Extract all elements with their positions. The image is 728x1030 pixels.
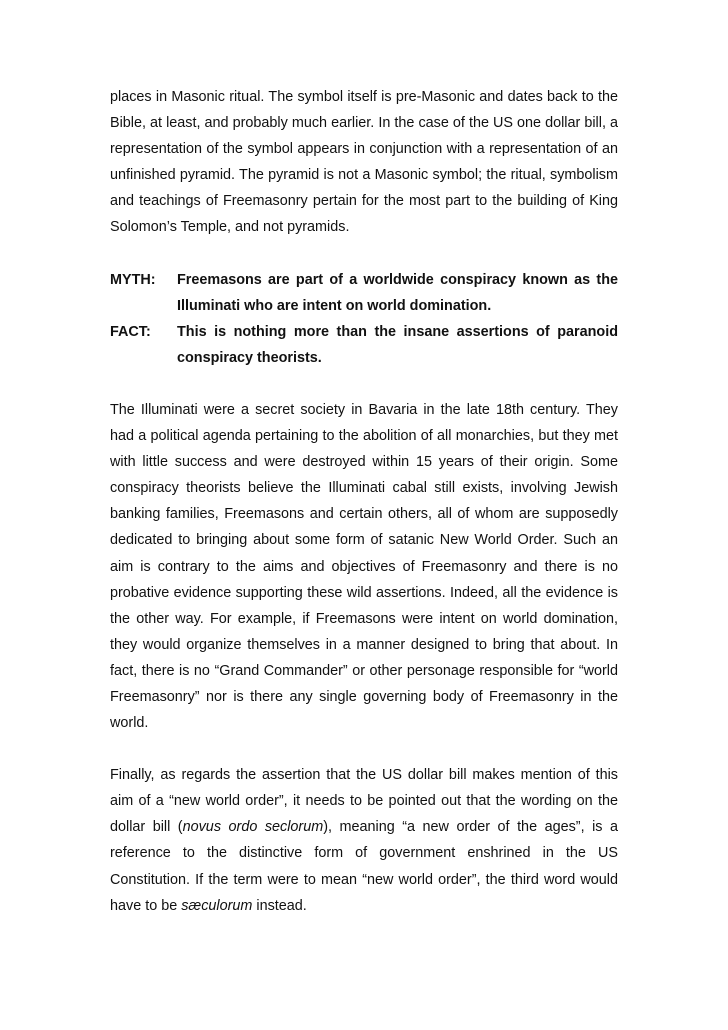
paragraph-dollar-bill — [110, 762, 618, 919]
myth-row — [110, 267, 618, 319]
myth-label: MYTH: — [110, 271, 156, 288]
dollar-text-part-2: ), meaning “a new order of the ages”, is a reference to the distinctive form of government enshrined in the US Constitution. If the term were to mean “new world order”, the third word would have to be — [110, 819, 618, 914]
document-page — [110, 84, 618, 919]
myth-text: Freemasons are part of a worldwide conspiracy known as the Illuminati who are intent on world domination. — [177, 271, 618, 314]
paragraph-spacer — [110, 736, 618, 762]
latin-word: sæculorum — [181, 897, 253, 914]
dollar-text-part-1: Finally, as regards the assertion that the US dollar bill makes mention of this aim of a “new world order”, it needs to be pointed out that the wording on the dollar bill ( — [110, 767, 618, 836]
fact-label: FACT: — [110, 323, 151, 340]
fact-row — [110, 319, 618, 371]
paragraph-spacer — [110, 241, 618, 267]
dollar-text-part-3: instead. — [252, 897, 307, 914]
paragraph-spacer — [110, 371, 618, 397]
paragraph-illuminati: The Illuminati were a secret society in Bavaria in the late 18th century. They had a political agenda pertaining to the abolition of all monarchies, but they met with little success and were destroyed within 15 years of their origin. Some conspiracy theorists believe the Illuminati cabal still exists, involving Jewish banking families, Freemasons and certain others, all of whom are supposedly dedicated to bringing about some form of satanic New World Order. Such an aim is contrary to the aims and objectives of Freemasonry and there is no probative evidence supporting these wild assertions. Indeed, all the evidence is the other way. For example, if Freemasons were intent on world domination, they would organize themselves in a manner designed to bring that about. In fact, there is no “Grand Commander” or other personage responsible for “world Freemasonry” nor is there any single governing body of Freemasonry in the world. — [110, 401, 618, 732]
latin-phrase: novus ordo seclorum — [182, 819, 324, 836]
fact-text: This is nothing more than the insane assertions of paranoid conspiracy theorists. — [177, 323, 618, 366]
paragraph-masonic-symbol: places in Masonic ritual. The symbol itself is pre-Masonic and dates back to the Bible, at least, and probably much earlier. In the case of the US one dollar bill, a representation of the symbol appears in conjunction with a representation of an unfinished pyramid. The pyramid is not a Masonic symbol; the ritual, symbolism and teachings of Freemasonry pertain for the most part to the building of King Solomon’s Temple, and not pyramids. — [110, 89, 618, 236]
